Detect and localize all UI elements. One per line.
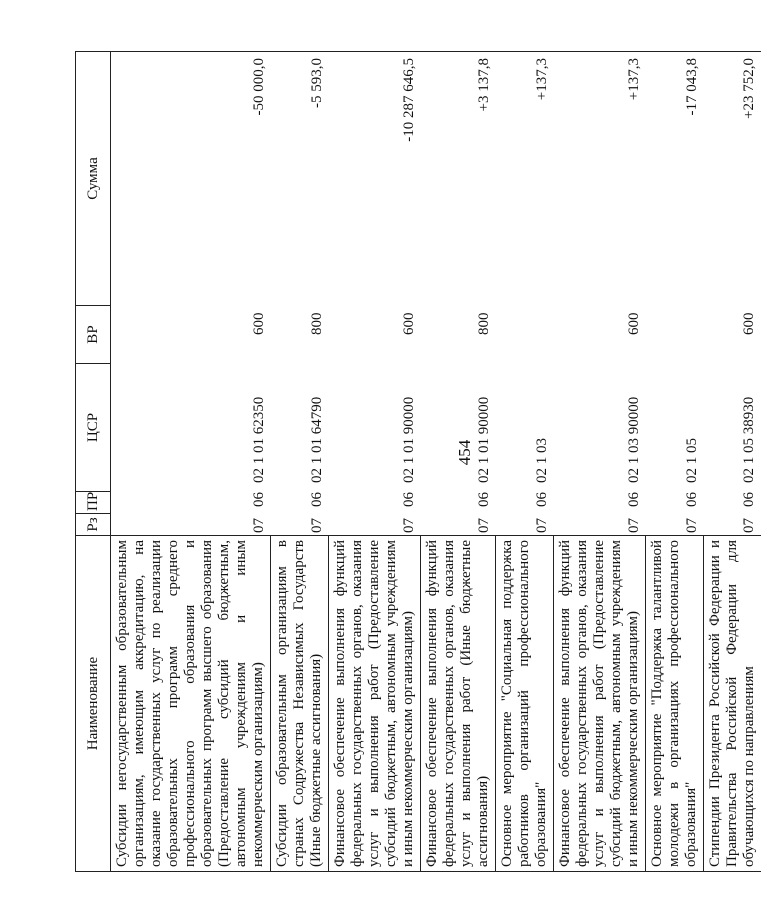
row-csr: 02 1 05 38930 bbox=[741, 396, 757, 483]
header-name: Наименование bbox=[76, 536, 111, 872]
row-name: Субсидии негосударственным образовательным организациям, имеющим аккредитацию, на оказание государственных услуг по реализации образовательных программ среднего профессионального образования и образовательных программ высшего образования (Предоставление субсидий бюджетным, автономным учреждениям и иным некоммерческим организациям) bbox=[111, 536, 271, 872]
row-pr: 06 bbox=[625, 492, 642, 507]
budget-table bbox=[75, 51, 761, 872]
row-values bbox=[271, 52, 329, 536]
row-name: Основное мероприятие "Социальная поддержка работников организаций профессионального образования" bbox=[496, 536, 554, 872]
row-rz: 07 bbox=[683, 518, 700, 533]
row-values bbox=[554, 52, 646, 536]
row-name: Финансовое обеспечение выполнения функций федеральных государственных органов, оказания услуг и выполнения работ (Предоставление субсидий бюджетным, автономным учреждениям и иным некоммерческим организациям) bbox=[554, 536, 646, 872]
row-sum: +23 752,0 bbox=[741, 58, 757, 119]
row-csr: 02 1 05 bbox=[683, 438, 700, 483]
table-row bbox=[421, 52, 496, 872]
row-vr: 600 bbox=[625, 312, 642, 335]
row-rz: 07 bbox=[533, 518, 550, 533]
row-pr: 06 bbox=[741, 492, 757, 507]
table-row bbox=[704, 52, 761, 872]
table-row bbox=[271, 52, 329, 872]
row-name: Финансовое обеспечение выполнения функций федеральных государственных органов, оказания услуг и выполнения работ (Предоставление субсидий бюджетным, автономным учреждениям и иным некоммерческим организациям) bbox=[329, 536, 421, 872]
row-rz: 07 bbox=[741, 518, 757, 533]
row-pr: 06 bbox=[308, 492, 325, 507]
row-vr: 800 bbox=[475, 312, 492, 335]
table-row bbox=[496, 52, 554, 872]
row-csr: 02 1 01 62350 bbox=[250, 396, 267, 483]
row-sum: +3 137,8 bbox=[475, 58, 492, 112]
header-csr: ЦСР bbox=[76, 364, 111, 492]
row-sum: +137,3 bbox=[625, 58, 642, 101]
row-rz: 07 bbox=[308, 518, 325, 533]
row-name: Финансовое обеспечение выполнения функций федеральных государственных органов, оказания услуг и выполнения работ (Иные бюджетные ассигнования) bbox=[421, 536, 496, 872]
row-rz: 07 bbox=[250, 518, 267, 533]
row-values bbox=[421, 52, 496, 536]
table-row bbox=[111, 52, 271, 872]
row-vr: 600 bbox=[400, 312, 417, 335]
row-pr: 06 bbox=[533, 492, 550, 507]
row-rz: 07 bbox=[625, 518, 642, 533]
table-header-row bbox=[76, 52, 111, 872]
row-name: Основное мероприятие "Поддержка талантливой молодежи в организациях профессионального образования" bbox=[646, 536, 704, 872]
row-pr: 06 bbox=[400, 492, 417, 507]
row-csr: 02 1 01 90000 bbox=[475, 396, 492, 483]
row-sum: -17 043,8 bbox=[683, 58, 700, 116]
row-values bbox=[496, 52, 554, 536]
row-values bbox=[329, 52, 421, 536]
row-csr: 02 1 01 90000 bbox=[400, 396, 417, 483]
header-sum: Сумма bbox=[76, 52, 111, 306]
row-values bbox=[111, 52, 271, 536]
row-csr: 02 1 03 bbox=[533, 438, 550, 483]
header-rz: Рз bbox=[76, 514, 111, 536]
page-number: 454 bbox=[455, 439, 474, 466]
row-vr: 800 bbox=[308, 312, 325, 335]
row-pr: 06 bbox=[250, 492, 267, 507]
row-sum: -5 593,0 bbox=[308, 58, 325, 108]
row-rz: 07 bbox=[400, 518, 417, 533]
row-values bbox=[646, 52, 704, 536]
table-row bbox=[554, 52, 646, 872]
row-csr: 02 1 01 64790 bbox=[308, 396, 325, 483]
budget-table-container bbox=[75, 52, 757, 872]
row-rz: 07 bbox=[475, 518, 492, 533]
row-pr: 06 bbox=[683, 492, 700, 507]
table-row bbox=[646, 52, 704, 872]
row-pr: 06 bbox=[475, 492, 492, 507]
header-vr: ВР bbox=[76, 306, 111, 364]
row-vr: 600 bbox=[741, 312, 757, 335]
header-pr: ПР bbox=[76, 492, 111, 514]
row-sum: -10 287 646,5 bbox=[400, 58, 417, 142]
table-row bbox=[329, 52, 421, 872]
row-vr: 600 bbox=[250, 312, 267, 335]
row-name: Субсидии образовательным организациям в странах Содружества Независимых Государств (Иные бюджетные ассигнования) bbox=[271, 536, 329, 872]
row-sum: -50 000,0 bbox=[250, 58, 267, 116]
row-values bbox=[704, 52, 761, 536]
row-csr: 02 1 03 90000 bbox=[625, 396, 642, 483]
row-name: Стипендии Президента Российской Федерации и Правительства Российской Федерации для обучающихся по направлениям bbox=[704, 536, 761, 872]
row-sum: +137,3 bbox=[533, 58, 550, 101]
